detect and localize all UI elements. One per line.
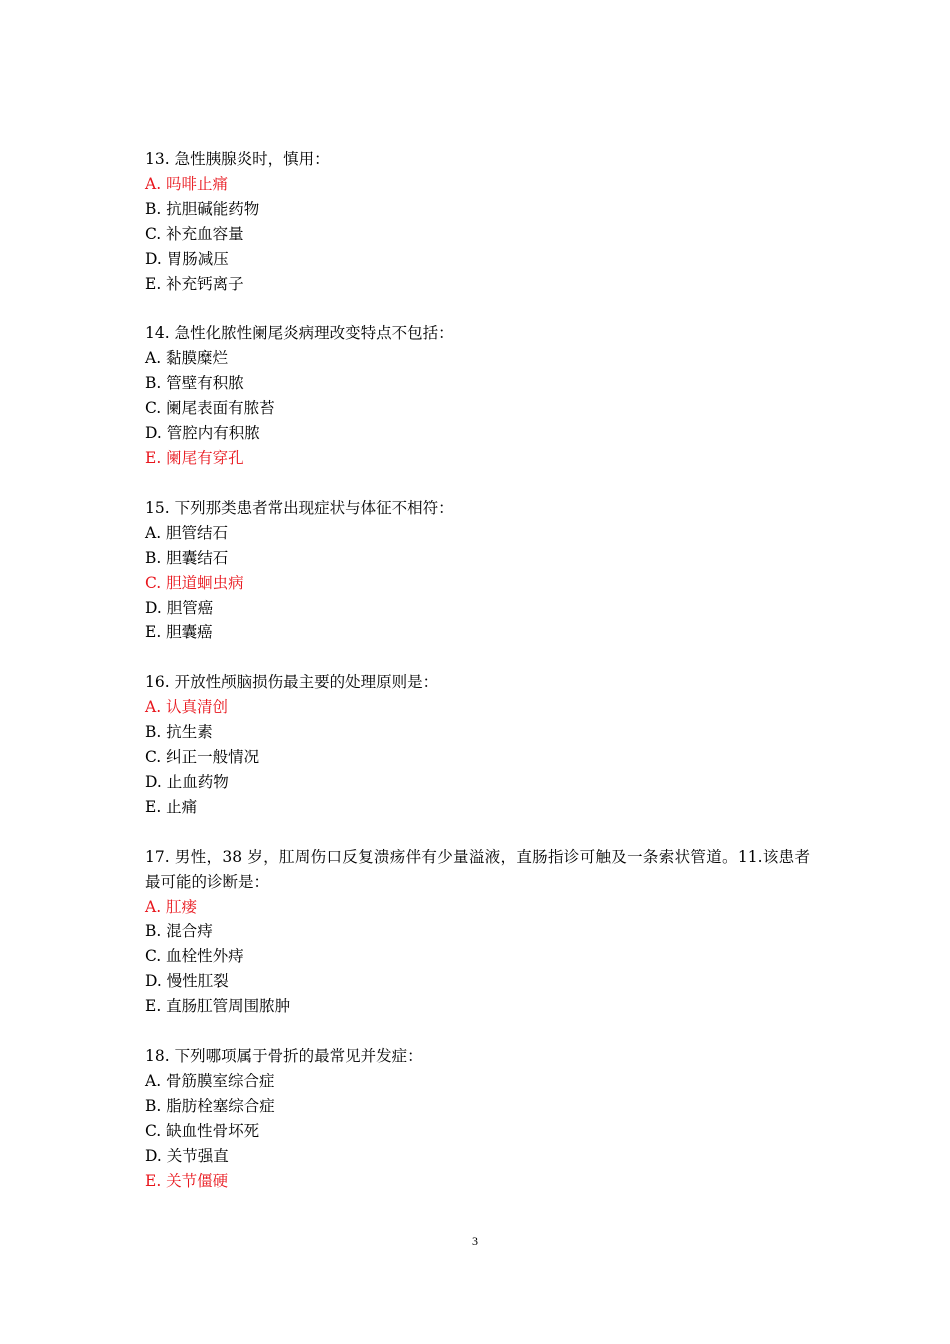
option-c: C. 血栓性外痔: [145, 947, 244, 966]
question-stem: 17. 男性，38 岁，肛周伤口反复溃疡伴有少量溢液，直肠指诊可触及一条索状管道。11.该患者最可能的诊断是：: [145, 847, 810, 891]
option-c: C. 阑尾表面有脓苔: [145, 399, 275, 418]
option-a: A. 黏膜糜烂: [145, 349, 229, 368]
question-stem: 13. 急性胰腺炎时，慎用：: [145, 150, 330, 168]
question-15: [145, 496, 810, 645]
question-list: [145, 147, 810, 1219]
option-a: A. 骨筋膜室综合症: [145, 1072, 275, 1090]
option-a-correct: A. 肛瘘: [145, 897, 198, 916]
option-b: B. 混合痔: [145, 922, 213, 941]
option-c: C. 缺血性骨坏死: [145, 1121, 260, 1140]
option-d: D. 止血药物: [145, 772, 229, 791]
option-d: D. 胃肠减压: [145, 249, 229, 268]
option-b: B. 脂肪栓塞综合症: [145, 1096, 275, 1115]
option-c: C. 纠正一般情况: [145, 748, 260, 767]
question-17: [145, 845, 810, 1019]
question-stem: 15. 下列那类患者常出现症状与体征不相符：: [145, 498, 454, 517]
option-b: B. 抗生素: [145, 723, 213, 742]
question-13: [145, 147, 810, 296]
option-c-correct: C. 胆道蛔虫病: [145, 573, 244, 592]
option-e: E. 直肠肛管周围脓肿: [145, 997, 291, 1016]
option-c: C. 补充血容量: [145, 224, 244, 243]
question-stem: 16. 开放性颅脑损伤最主要的处理原则是：: [145, 673, 439, 692]
question-14: [145, 321, 810, 470]
option-d: D. 慢性肛裂: [145, 972, 229, 991]
option-b: B. 管壁有积脓: [145, 374, 244, 393]
option-d: D. 管腔内有积脓: [145, 424, 260, 443]
option-b: B. 胆囊结石: [145, 548, 229, 567]
question-18: [145, 1044, 810, 1193]
question-stem: 14. 急性化脓性阑尾炎病理改变特点不包括：: [145, 324, 454, 343]
option-e: E. 补充钙离子: [145, 274, 244, 293]
option-d: D. 关节强直: [145, 1146, 229, 1165]
option-a-correct: A. 认真清创: [145, 698, 229, 717]
option-e: E. 止痛: [145, 797, 198, 816]
question-16: [145, 670, 810, 819]
page-number: 3: [472, 1234, 478, 1248]
option-e: E. 胆囊癌: [145, 623, 213, 642]
option-a: A. 胆管结石: [145, 523, 229, 542]
option-a-correct: A. 吗啡止痛: [145, 174, 229, 193]
option-e-correct: E. 阑尾有穿孔: [145, 448, 244, 467]
option-e-correct: E. 关节僵硬: [145, 1171, 229, 1190]
option-b: B. 抗胆碱能药物: [145, 199, 260, 218]
question-stem: 18. 下列哪项属于骨折的最常见并发症：: [145, 1047, 423, 1066]
option-d: D. 胆管癌: [145, 598, 214, 617]
